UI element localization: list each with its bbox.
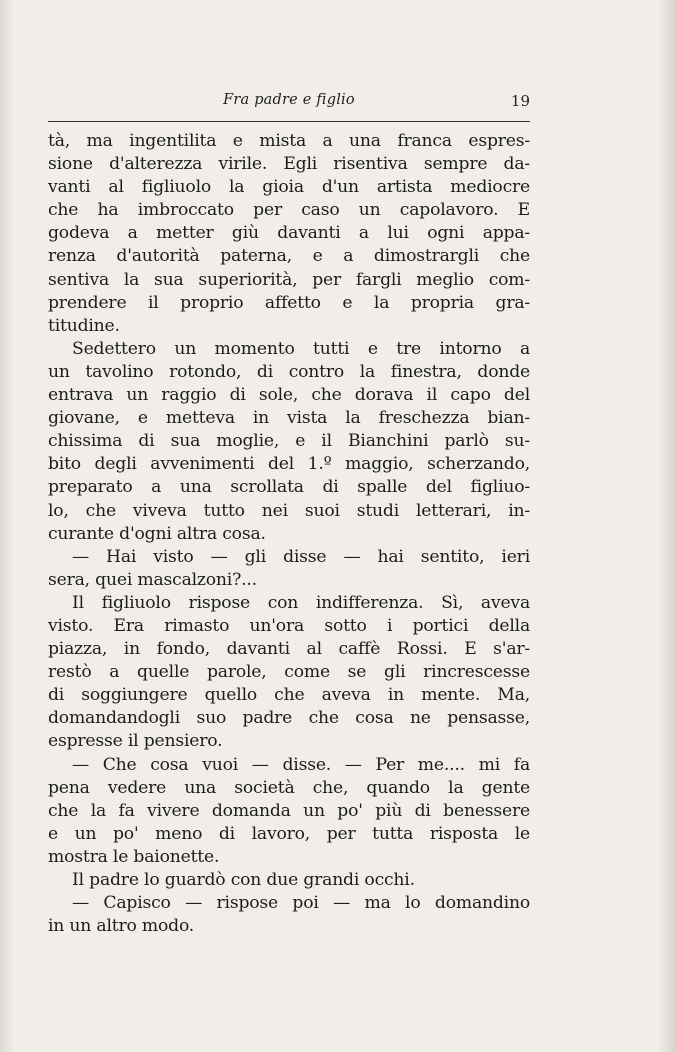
- text-line: — Capisco — rispose poi — ma lo domandino: [72, 893, 530, 914]
- text-line: sione d'alterezza virile. Egli risentiva sempre da-: [48, 154, 530, 175]
- text-line: giovane, e metteva in vista la freschezza bian-: [48, 408, 530, 429]
- text-line: pena vedere una società che, quando la gente: [48, 777, 530, 798]
- text-line: — Hai visto — gli disse — hai sentito, ieri: [72, 546, 530, 567]
- text-line: lo, che viveva tutto nei suoi studi letterari, in-: [48, 500, 530, 521]
- body-text: [48, 130, 530, 938]
- text-line: un tavolino rotondo, di contro la finestra, donde: [48, 361, 530, 382]
- text-line: sentiva la sua superiorità, per fargli meglio com-: [48, 269, 530, 290]
- text-line: bito degli avvenimenti del 1.º maggio, scherzando,: [48, 454, 530, 475]
- text-line: che la fa vivere domanda un po' più di benessere: [48, 800, 530, 821]
- text-line: curante d'ogni altra cosa.: [48, 523, 266, 544]
- text-line: che ha imbroccato per caso un capolavoro. E: [48, 200, 530, 221]
- text-line: domandandogli suo padre che cosa ne pensasse,: [48, 708, 530, 729]
- text-line: e un po' meno di lavoro, per tutta risposta le: [48, 823, 530, 844]
- text-line: godeva a metter giù davanti a lui ogni appa-: [48, 223, 530, 244]
- running-title: Fra padre e figlio: [223, 92, 355, 108]
- text-line: espresse il pensiero.: [48, 731, 223, 752]
- text-line: di soggiungere quello che aveva in mente. Ma,: [48, 685, 530, 706]
- text-line: preparato a una scrollata di spalle del figliuo-: [48, 477, 530, 498]
- text-line: piazza, in fondo, davanti al caffè Rossi. E s'ar-: [48, 639, 530, 660]
- text-line: restò a quelle parole, come se gli rincrescesse: [48, 662, 530, 683]
- page-header: [48, 92, 530, 114]
- text-line: entrava un raggio di sole, che dorava il capo del: [48, 385, 530, 406]
- text-line: Sedettero un momento tutti e tre intorno a: [72, 338, 530, 359]
- text-line: Il padre lo guardò con due grandi occhi.: [72, 870, 415, 890]
- text-line: tà, ma ingentilita e mista a una franca espres-: [48, 131, 530, 151]
- header-rule: [48, 121, 530, 122]
- text-line: chissima di sua moglie, e il Bianchini parlò su-: [48, 431, 530, 452]
- text-line: sera, quei mascalzoni?...: [48, 569, 257, 590]
- page-number: 19: [510, 92, 530, 110]
- page-right-shadow: [658, 0, 676, 1052]
- text-line: prendere il proprio affetto e la propria gra-: [48, 292, 530, 313]
- text-line: mostra le baionette.: [48, 846, 220, 867]
- text-line: vanti al figliuolo la gioia d'un artista mediocre: [48, 177, 530, 198]
- text-line: visto. Era rimasto un'ora sotto i portici della: [48, 615, 530, 636]
- text-line: Il figliuolo rispose con indifferenza. Sì, aveva: [72, 592, 530, 613]
- text-line: titudine.: [48, 315, 120, 336]
- text-line: in un altro modo.: [48, 916, 195, 937]
- page-left-shadow: [0, 0, 14, 1052]
- text-line: renza d'autorità paterna, e a dimostrargli che: [48, 246, 530, 267]
- text-line: — Che cosa vuoi — disse. — Per me.... mi fa: [72, 754, 530, 775]
